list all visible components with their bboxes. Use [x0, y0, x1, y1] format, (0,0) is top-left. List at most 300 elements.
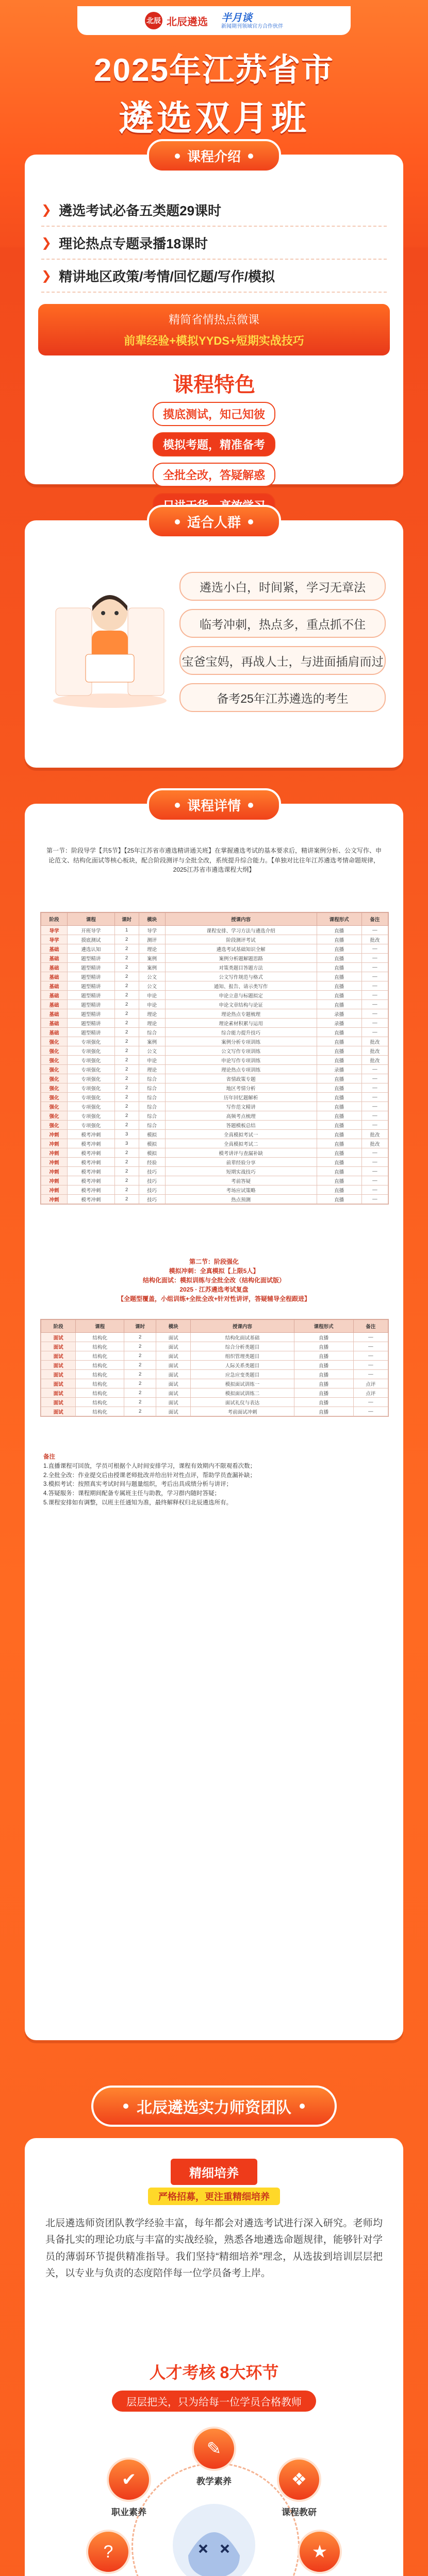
table-cell: 2: [114, 963, 139, 972]
course-intro-card: [25, 149, 403, 484]
table-cell: 专项强化: [68, 1083, 115, 1093]
course-note: 第一节：阶段导学【共5节】【25年江苏省市遴选精讲通关班】在掌握遴选考试的基本要求后，精讲案例分析、公文写作、申论范文、结构化面试等核心板块，配合阶段测评与全批全改，系统提升综合能力。【单独对比往年江苏遴选考情命题规律，2025江苏省市遴选课程大纲】: [46, 847, 382, 874]
table-cell: 地区考情分析: [165, 1083, 317, 1093]
table-cell: 2: [114, 972, 139, 981]
table-cell: 专项强化: [68, 1074, 115, 1083]
table-cell: 申论: [139, 1056, 165, 1065]
mascot-icon: [168, 2499, 260, 2576]
schedule-mid-text: 第二节：阶段强化 模拟冲刺：全真模拟【上限5人】 结构化面试：模拟训练与全批全改（结构化面试版） 2025 · 江苏遴选考试复盘 【全题型覆盖，小组训练+全批全改+针对性讲评，答疑辅导全程跟进】: [117, 1258, 311, 1302]
table-cell: 题型精讲: [68, 991, 115, 1000]
table-cell: 考场应试策略: [165, 1185, 317, 1195]
table-cell: 面试: [41, 1388, 76, 1398]
table-cell: 基础: [41, 981, 68, 991]
table-cell: 综合: [139, 1111, 165, 1121]
intro-banner-line2: 前辈经验+模拟YYDS+短期实战技巧: [124, 334, 304, 347]
table-cell: 经验: [139, 1158, 165, 1167]
table-cell: 题型精讲: [68, 1019, 115, 1028]
table-cell: 公文: [139, 981, 165, 991]
table-cell: 案例: [139, 1037, 165, 1046]
table-cell: 公文写作规范与格式: [165, 972, 317, 981]
team-card: [25, 2138, 403, 2576]
table-cell: —: [353, 1361, 388, 1370]
table-cell: —: [361, 1009, 388, 1019]
brand-right: [221, 12, 283, 29]
table-row: [41, 1167, 388, 1176]
table-cell: 模拟: [139, 1139, 165, 1148]
table-cell: 面试: [156, 1333, 190, 1342]
table-row: [41, 1370, 388, 1379]
table-cell: 题型精讲: [68, 972, 115, 981]
chevron-right-icon: ❯: [41, 268, 52, 283]
table-cell: 面试: [156, 1407, 190, 1416]
table-cell: 模拟: [139, 1130, 165, 1139]
table-cell: 综合: [139, 1028, 165, 1037]
table-row: [41, 1407, 388, 1416]
table-cell: 导学: [41, 926, 68, 935]
table-header-cell: 课时: [124, 1320, 156, 1333]
table-cell: 专项强化: [68, 1111, 115, 1121]
course-footnote: 备注 1.直播课程可回放，学员可根据个人时间安排学习，课程有效期内不限观看次数； 2.全批全改：作业提交后由授课老师批改并给出针对性点评，帮助学员查漏补缺； 3.模拟考试：按照真实考试时间与题量组织，考后出具成绩分析与讲评； 4.答疑服务：课程期间配备专属班主任与助教，学习群内随时答疑； 5.课程安排如有调整，以班主任通知为准，最终解释权归北辰遴选所有。: [43, 1454, 256, 1506]
table-cell: 模考冲刺: [68, 1130, 115, 1139]
table-row: [41, 1139, 388, 1148]
table-cell: 前辈经验分享: [165, 1158, 317, 1167]
suitable-item: 备考25年江苏遴选的考生: [179, 683, 386, 712]
table-cell: 基础: [41, 954, 68, 963]
suitable-item: 宝爸宝妈，再战人士，与进面插肩而过: [179, 646, 386, 675]
table-cell: —: [361, 1195, 388, 1204]
table-cell: 结构化: [76, 1398, 124, 1407]
table-cell: 3: [114, 1139, 139, 1148]
table-cell: 基础: [41, 1019, 68, 1028]
table-cell: 直播: [317, 1046, 361, 1056]
table-cell: 面试: [41, 1342, 76, 1351]
table-cell: 直播: [317, 1074, 361, 1083]
table-cell: 2: [114, 1185, 139, 1195]
intro-banner-line1: 精简省情热点微课: [168, 313, 259, 326]
table-cell: 2: [114, 935, 139, 944]
table-cell: 2: [114, 1083, 139, 1093]
table-cell: 冲刺: [41, 1148, 68, 1158]
table-cell: 面试: [41, 1379, 76, 1388]
table-row: [41, 1111, 388, 1121]
table-cell: 考前答疑: [165, 1176, 317, 1185]
table-cell: 专项强化: [68, 1056, 115, 1065]
course-intro-pill: [147, 139, 281, 173]
table-cell: 冲刺: [41, 1158, 68, 1167]
table-cell: 2: [124, 1379, 156, 1388]
table-cell: 公文写作专项训练: [165, 1046, 317, 1056]
table-cell: 直播: [317, 1185, 361, 1195]
table-header-cell: 授课内容: [191, 1320, 294, 1333]
table-cell: —: [361, 1121, 388, 1130]
ring-node: ✎ 教学素养: [186, 2427, 242, 2487]
table-row: [41, 963, 388, 972]
logo-bar: [77, 6, 351, 35]
pill-dot-icon: [175, 154, 180, 159]
table-cell: 2: [114, 1121, 139, 1130]
table-cell: 专项强化: [68, 1121, 115, 1130]
table-header-cell: 课程: [68, 913, 115, 926]
table-cell: 基础: [41, 944, 68, 954]
table-cell: 结构化: [76, 1379, 124, 1388]
table-cell: 2: [114, 1093, 139, 1102]
table-cell: 模拟面试训练一: [191, 1379, 294, 1388]
table-cell: 面试: [156, 1379, 190, 1388]
table-row: [41, 1342, 388, 1351]
table-cell: 直播: [317, 1158, 361, 1167]
talent-sub: 层层把关，只为给每一位学员合格教师: [112, 2391, 316, 2412]
badge-icon: ✔: [107, 2458, 151, 2502]
brand-left: [145, 12, 208, 29]
table-row: [41, 1009, 388, 1019]
table-header-cell: 课程: [76, 1320, 124, 1333]
table-cell: 直播: [317, 1000, 361, 1009]
table-cell: 录播: [317, 1009, 361, 1019]
table-cell: 题型精讲: [68, 1028, 115, 1037]
table-cell: 模拟面试训练二: [191, 1388, 294, 1398]
table-cell: 录播: [317, 1019, 361, 1028]
team-section-head: 北辰遴选实力师资团队: [0, 2086, 428, 2127]
table-header-cell: 阶段: [41, 1320, 76, 1333]
table-cell: 强化: [41, 1083, 68, 1093]
table-header-cell: 授课内容: [165, 913, 317, 926]
table-cell: —: [353, 1342, 388, 1351]
table-cell: 基础: [41, 972, 68, 981]
table-cell: 结构化面试基础: [191, 1333, 294, 1342]
intro-item: ❯ 理论热点专题录播18课时: [41, 227, 387, 260]
book-icon: ✎: [192, 2427, 236, 2471]
table-cell: 2: [114, 944, 139, 954]
table-cell: 2: [114, 1046, 139, 1056]
table-cell: —: [361, 1065, 388, 1074]
suitable-item: 临考冲刺，热点多，重点抓不住: [179, 609, 386, 638]
table-cell: —: [361, 1167, 388, 1176]
table-cell: 直播: [317, 954, 361, 963]
table-cell: 写作范文精讲: [165, 1102, 317, 1111]
table-cell: 案例分析题解题思路: [165, 954, 317, 963]
table-cell: 遴选考试基础知识全解: [165, 944, 317, 954]
table-cell: 2: [114, 1111, 139, 1121]
schedule-table-b: [40, 1319, 389, 1417]
table-cell: —: [353, 1370, 388, 1379]
table-cell: 冲刺: [41, 1185, 68, 1195]
table-cell: —: [361, 1028, 388, 1037]
table-cell: 申论: [139, 991, 165, 1000]
table-cell: 模考冲刺: [68, 1148, 115, 1158]
table-cell: —: [361, 1083, 388, 1093]
table-row: [41, 1379, 388, 1388]
table-cell: 热点预测: [165, 1195, 317, 1204]
table-cell: 技巧: [139, 1176, 165, 1185]
table-cell: —: [361, 1111, 388, 1121]
table-cell: 专项强化: [68, 1037, 115, 1046]
table-row: [41, 1083, 388, 1093]
table-cell: 面试: [156, 1361, 190, 1370]
table-cell: 模考冲刺: [68, 1158, 115, 1167]
table-cell: —: [361, 963, 388, 972]
table-cell: 面试: [156, 1398, 190, 1407]
table-cell: 2: [114, 1158, 139, 1167]
table-row: [41, 981, 388, 991]
table-cell: 开班导学: [68, 926, 115, 935]
table-row: [41, 1333, 388, 1342]
feature-tag: 模拟考题，精准备考: [153, 432, 275, 456]
table-cell: 模考冲刺: [68, 1167, 115, 1176]
table-cell: 题型精讲: [68, 963, 115, 972]
table-header-cell: 阶段: [41, 913, 68, 926]
table-cell: 3: [114, 1130, 139, 1139]
table-cell: 2: [114, 954, 139, 963]
brand-right-sub: 新闻期刊领域官方合作伙伴: [221, 23, 283, 29]
table-cell: 强化: [41, 1102, 68, 1111]
table-row: [41, 1398, 388, 1407]
table-cell: 直播: [294, 1361, 353, 1370]
table-cell: 2: [114, 1148, 139, 1158]
table-cell: 直播: [317, 1083, 361, 1093]
table-cell: 综合: [139, 1093, 165, 1102]
table-cell: 模考冲刺: [68, 1139, 115, 1148]
table-cell: 专项强化: [68, 1046, 115, 1056]
table-cell: 点评: [353, 1379, 388, 1388]
table-cell: —: [361, 1176, 388, 1185]
table-cell: 理论: [139, 1019, 165, 1028]
table-cell: 2: [124, 1333, 156, 1342]
table-cell: 综合: [139, 1074, 165, 1083]
question-icon: ?: [86, 2530, 130, 2574]
table-cell: 直播: [317, 963, 361, 972]
table-cell: —: [361, 1093, 388, 1102]
table-cell: 批改: [361, 1046, 388, 1056]
table-cell: 2: [114, 1195, 139, 1204]
table-cell: 基础: [41, 1000, 68, 1009]
table-cell: 直播: [294, 1342, 353, 1351]
table-cell: 强化: [41, 1074, 68, 1083]
table-cell: 理论: [139, 1009, 165, 1019]
table-cell: —: [361, 1185, 388, 1195]
table-cell: 面试: [156, 1370, 190, 1379]
table-cell: 面试: [41, 1351, 76, 1361]
table-cell: 省情政策专题: [165, 1074, 317, 1083]
table-cell: 专项强化: [68, 1102, 115, 1111]
table-cell: 结构化: [76, 1407, 124, 1416]
table-cell: 直播: [317, 1176, 361, 1185]
table-cell: 冲刺: [41, 1130, 68, 1139]
graduation-icon: ★: [298, 2530, 342, 2574]
table-row: [41, 926, 388, 935]
table-header-cell: 课程形式: [294, 1320, 353, 1333]
table-cell: 直播: [317, 1111, 361, 1121]
table-row: [41, 944, 388, 954]
table-cell: 基础: [41, 1028, 68, 1037]
table-cell: 强化: [41, 1037, 68, 1046]
table-cell: 课程安排、学习方法与遴选介绍: [165, 926, 317, 935]
table-cell: 申论文章结构与论证: [165, 1000, 317, 1009]
table-cell: 模考讲评与查漏补缺: [165, 1148, 317, 1158]
table-header-cell: 备注: [361, 913, 388, 926]
table-row: [41, 1158, 388, 1167]
table-cell: 批改: [361, 935, 388, 944]
table-cell: 综合分析类题目: [191, 1342, 294, 1351]
intro-list: [41, 194, 387, 293]
table-cell: 直播: [294, 1379, 353, 1388]
table-cell: 申论: [139, 1000, 165, 1009]
research-icon: ❖: [277, 2458, 321, 2502]
table-cell: 批改: [361, 1056, 388, 1065]
table-cell: —: [353, 1398, 388, 1407]
table-cell: 1: [114, 926, 139, 935]
table-cell: —: [361, 1019, 388, 1028]
table-cell: 基础: [41, 1009, 68, 1019]
table-cell: 面试: [156, 1351, 190, 1361]
table-cell: 理论素材积累与运用: [165, 1019, 317, 1028]
table-cell: 冲刺: [41, 1195, 68, 1204]
table-cell: 案例: [139, 954, 165, 963]
table-cell: 结构化: [76, 1351, 124, 1361]
team-ribbon: 精细培养: [171, 2159, 257, 2185]
table-cell: 短期实战技巧: [165, 1167, 317, 1176]
table-cell: 理论热点专项训练: [165, 1065, 317, 1074]
table-cell: 直播: [294, 1407, 353, 1416]
table-cell: 2: [114, 1037, 139, 1046]
course-intro-label: 课程介绍: [187, 149, 241, 164]
table-cell: 直播: [294, 1398, 353, 1407]
table-row: [41, 1351, 388, 1361]
table-cell: —: [361, 981, 388, 991]
table-cell: 点评: [353, 1388, 388, 1398]
team-ribbon-sub: 严格招募，更注重精细培养: [148, 2188, 280, 2205]
table-cell: 题型精讲: [68, 1000, 115, 1009]
table-cell: 2: [114, 981, 139, 991]
table-row: [41, 1028, 388, 1037]
table-cell: 2: [114, 1000, 139, 1009]
table-cell: 2: [124, 1370, 156, 1379]
table-cell: 冲刺: [41, 1167, 68, 1176]
table-row: [41, 1019, 388, 1028]
table-cell: 2: [124, 1361, 156, 1370]
chevron-right-icon: ❯: [41, 235, 52, 250]
table-cell: 批改: [361, 1130, 388, 1139]
table-cell: 理论: [139, 1065, 165, 1074]
table-cell: —: [353, 1333, 388, 1342]
table-cell: 公文: [139, 972, 165, 981]
table-cell: 模考冲刺: [68, 1176, 115, 1185]
table-cell: —: [361, 1000, 388, 1009]
table-cell: 导学: [41, 935, 68, 944]
schedule-table-a: [40, 912, 389, 1205]
table-cell: 结构化: [76, 1342, 124, 1351]
table-cell: 对策类题目答题方法: [165, 963, 317, 972]
table-cell: 结构化: [76, 1333, 124, 1342]
table-row: [41, 1000, 388, 1009]
table-header-cell: 模块: [139, 913, 165, 926]
table-cell: 历年回忆题解析: [165, 1093, 317, 1102]
table-header-cell: 课时: [114, 913, 139, 926]
table-cell: —: [361, 991, 388, 1000]
pill-dot-icon: [248, 154, 253, 159]
table-cell: 直播: [317, 1056, 361, 1065]
table-cell: 题型精讲: [68, 1009, 115, 1019]
table-header-cell: 备注: [353, 1320, 388, 1333]
table-cell: —: [361, 1158, 388, 1167]
pill-dot-icon: [175, 803, 180, 808]
table-cell: 直播: [317, 926, 361, 935]
pill-dot-icon: [123, 2104, 128, 2109]
table-cell: 综合能力提升技巧: [165, 1028, 317, 1037]
table-row: [41, 1102, 388, 1111]
intro-banner: [38, 304, 390, 355]
table-cell: 直播: [294, 1388, 353, 1398]
talent-ring: [85, 2427, 343, 2576]
chevron-right-icon: ❯: [41, 202, 52, 217]
table-cell: 高频考点梳理: [165, 1111, 317, 1121]
table-cell: 直播: [294, 1351, 353, 1361]
table-cell: 理论: [139, 944, 165, 954]
table-cell: 面试: [41, 1407, 76, 1416]
table-row: [41, 1046, 388, 1056]
table-cell: 技巧: [139, 1185, 165, 1195]
table-cell: 直播: [317, 972, 361, 981]
pill-dot-icon: [248, 803, 253, 808]
brand-left-logo-icon: 北辰: [145, 12, 162, 29]
table-cell: 直播: [317, 1037, 361, 1046]
table-cell: 批改: [361, 1037, 388, 1046]
table-cell: 2: [124, 1342, 156, 1351]
table-cell: 2: [114, 1065, 139, 1074]
table-cell: 强化: [41, 1056, 68, 1065]
table-cell: 应急应变类题目: [191, 1370, 294, 1379]
table-cell: 基础: [41, 991, 68, 1000]
table-cell: 结构化: [76, 1361, 124, 1370]
table-cell: 录播: [317, 1065, 361, 1074]
suitable-card: [25, 515, 403, 768]
table-cell: 综合: [139, 1083, 165, 1093]
table-cell: —: [353, 1351, 388, 1361]
table-cell: 强化: [41, 1111, 68, 1121]
table-cell: 专项强化: [68, 1065, 115, 1074]
table-cell: 导学: [139, 926, 165, 935]
table-cell: 直播: [317, 1121, 361, 1130]
table-cell: 直播: [317, 1148, 361, 1158]
table-row: [41, 1121, 388, 1130]
table-row: [41, 1074, 388, 1083]
table-cell: 强化: [41, 1121, 68, 1130]
pill-dot-icon: [248, 519, 253, 524]
brand-left-label: 北辰遴选: [167, 16, 208, 28]
table-cell: 直播: [317, 1102, 361, 1111]
ring-node: ❖ 课程教研: [271, 2458, 327, 2518]
table-row: [41, 1093, 388, 1102]
table-cell: 面试: [41, 1361, 76, 1370]
table-cell: 案例分析专项训练: [165, 1037, 317, 1046]
table-cell: 面试: [41, 1333, 76, 1342]
table-cell: 强化: [41, 1046, 68, 1056]
table-cell: —: [361, 926, 388, 935]
table-cell: —: [361, 972, 388, 981]
table-cell: 批改: [361, 1139, 388, 1148]
table-cell: 2: [114, 1167, 139, 1176]
page-title-line2: 遴选双月班: [118, 99, 309, 138]
table-cell: 直播: [294, 1370, 353, 1379]
table-row: [41, 1176, 388, 1185]
table-cell: 面试: [41, 1370, 76, 1379]
table-cell: 技巧: [139, 1195, 165, 1204]
table-cell: 强化: [41, 1093, 68, 1102]
suitable-pill: 适合人群: [147, 505, 281, 538]
pill-dot-icon: [300, 2104, 305, 2109]
table-cell: 全真模拟考试二: [165, 1139, 317, 1148]
table-cell: 直播: [317, 944, 361, 954]
table-row: [41, 954, 388, 963]
